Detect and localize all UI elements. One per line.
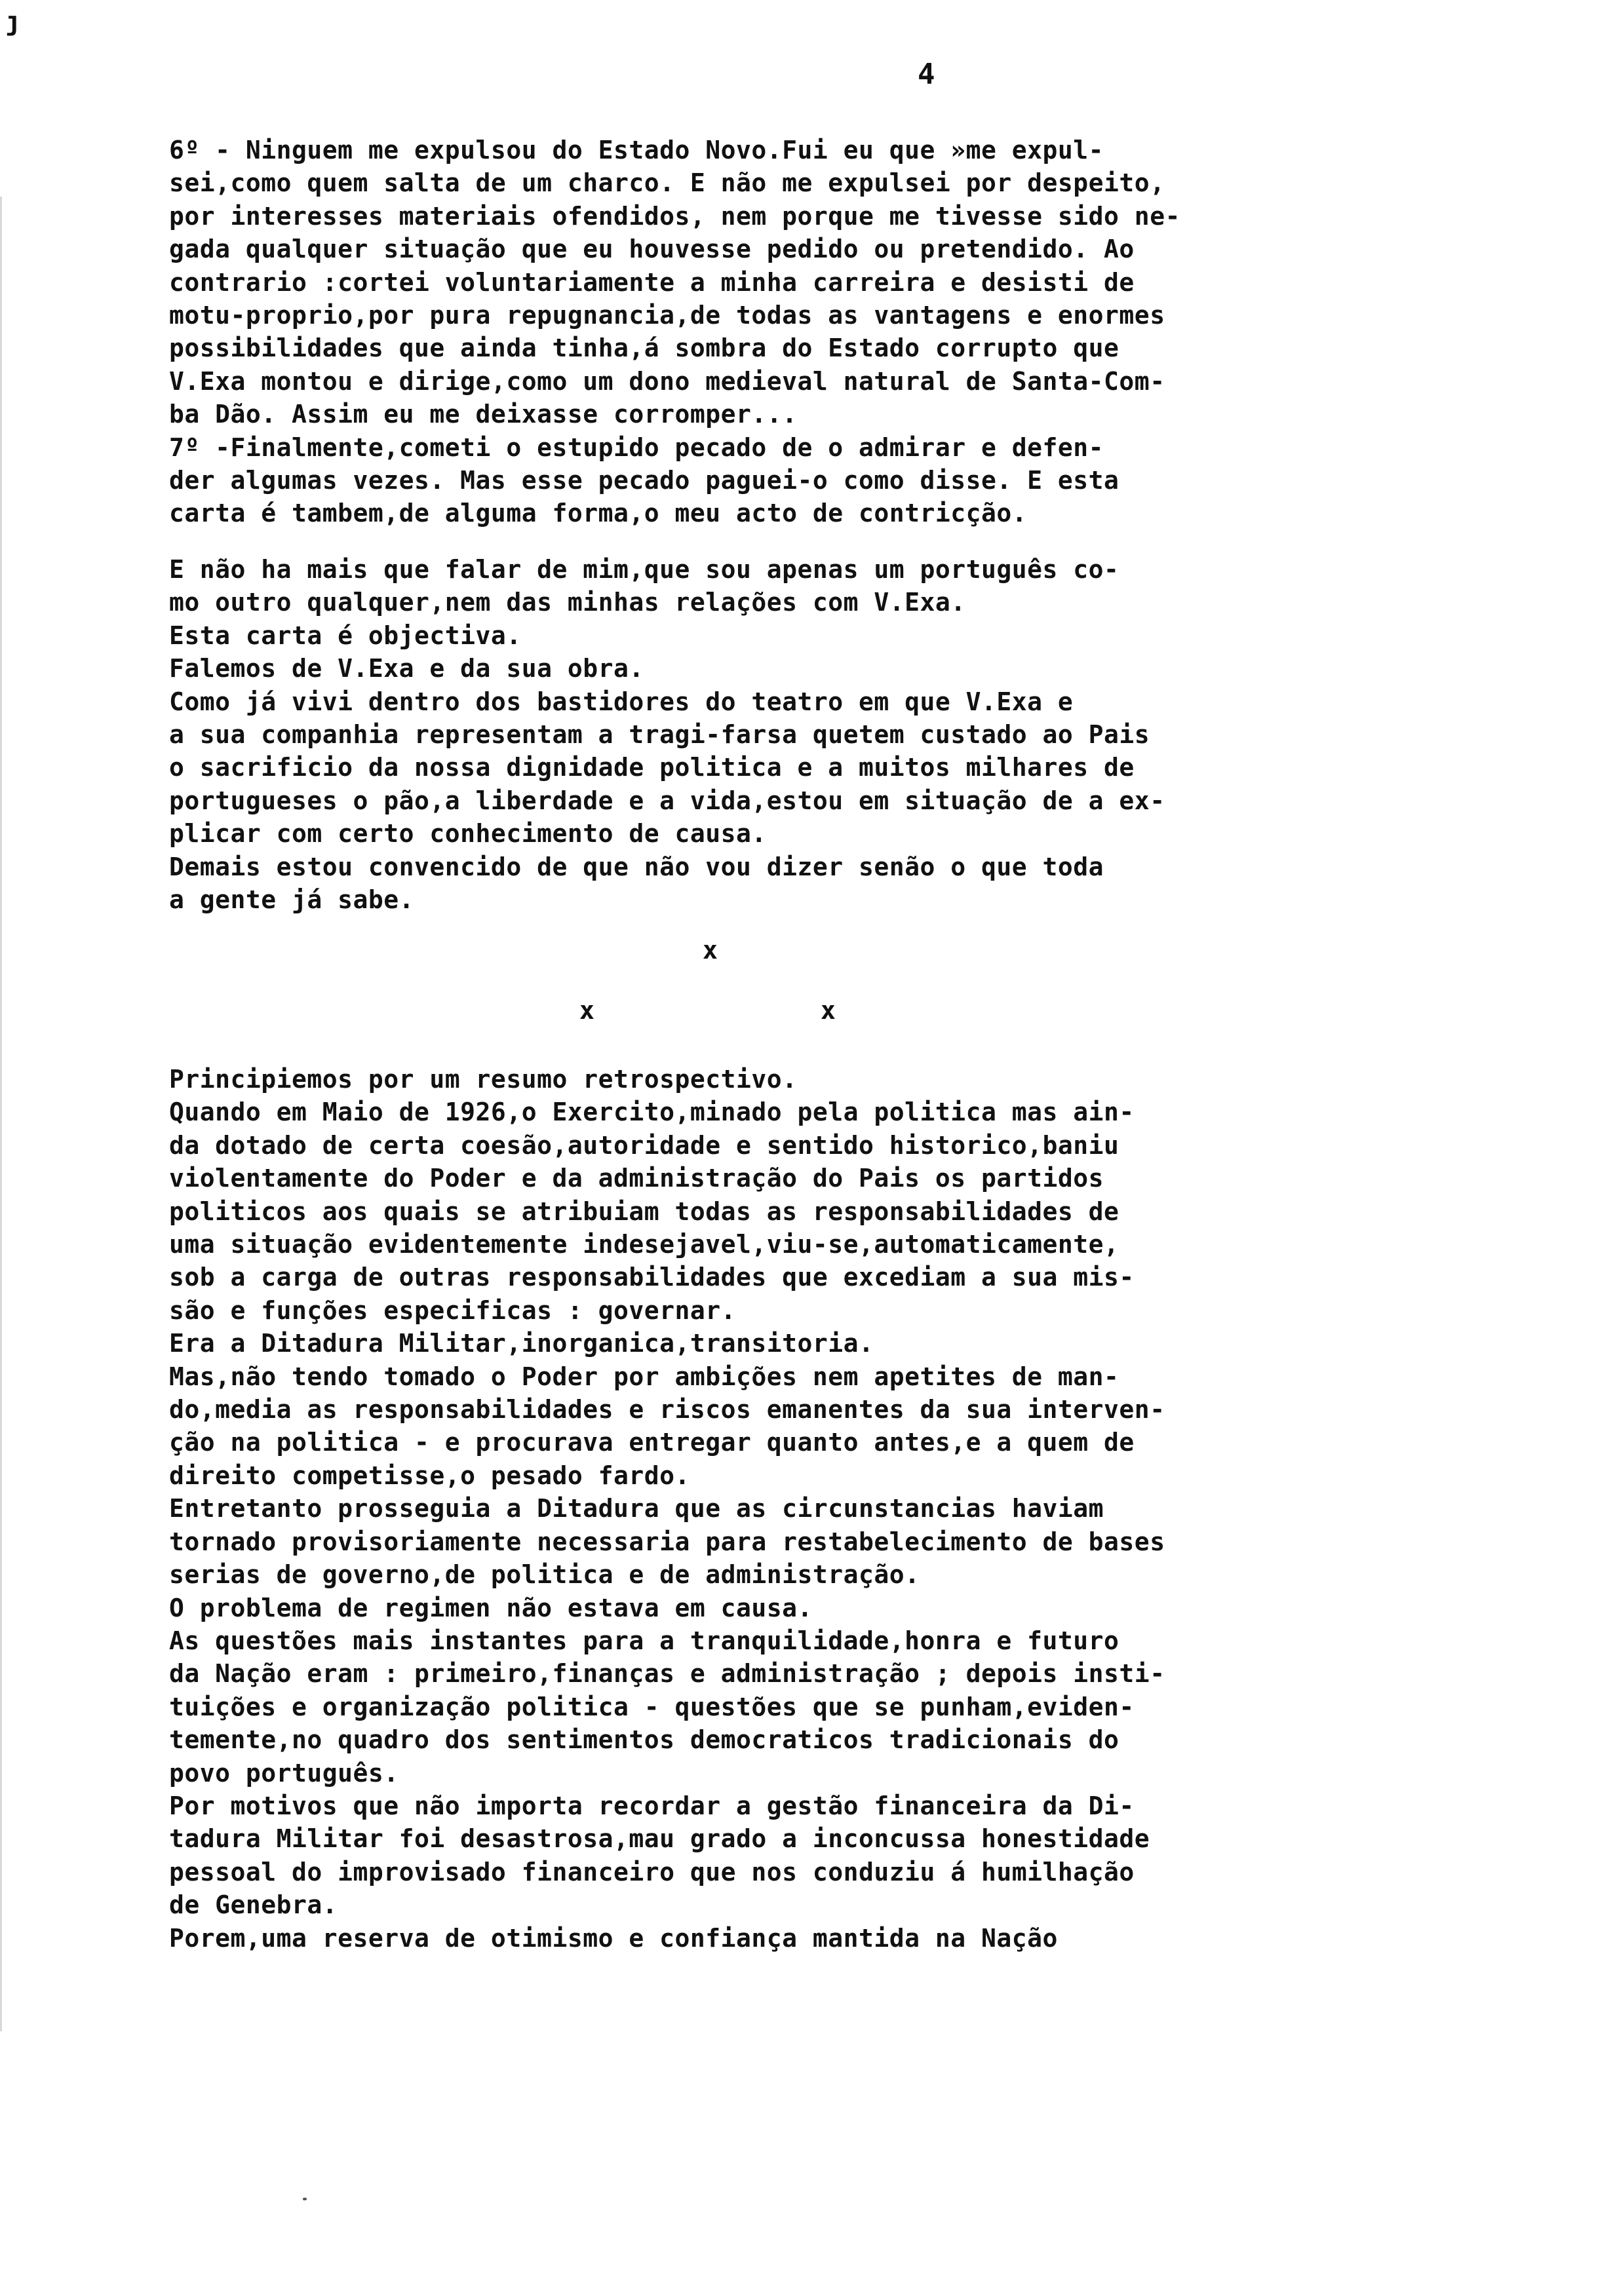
text-line: temente,no quadro dos sentimentos democraticos tradicionais do <box>169 1725 1119 1755</box>
text-line: contrario :cortei voluntariamente a minha carreira e desisti de <box>169 267 1135 297</box>
text-line: direito competisse,o pesado fardo. <box>169 1461 690 1490</box>
text-line: Mas,não tendo tomado o Poder por ambições nem apetites de man- <box>169 1362 1119 1391</box>
text-line: sob a carga de outras responsabilidades que excediam a sua mis- <box>169 1263 1135 1292</box>
text-line: da Nação eram : primeiro,finanças e administração ; depois insti- <box>169 1659 1165 1689</box>
text-line: tornado provisoriamente necessaria para restabelecimento de bases <box>169 1527 1165 1556</box>
text-line: plicar com certo conhecimento de causa. <box>169 819 767 849</box>
text-line: serias de governo,de politica e de administração. <box>169 1560 920 1590</box>
text-line: Porem,uma reserva de otimismo e confiança mantida na Nação <box>169 1923 1058 1953</box>
text-line: Era a Ditadura Militar,inorganica,transitoria. <box>169 1329 874 1358</box>
text-line: mo outro qualquer,nem das minhas relações com V.Exa. <box>169 588 966 617</box>
section-separator: x <box>703 936 718 965</box>
margin-mark: ȷ <box>5 7 22 37</box>
text-line: a sua companhia representam a tragi-farsa quetem custado ao Pais <box>169 720 1150 750</box>
text-line: Como já vivi dentro dos bastidores do teatro em que V.Exa e <box>169 687 1074 716</box>
text-line: gada qualquer situação que eu houvesse pedido ou pretendido. Ao <box>169 235 1135 264</box>
text-line: As questões mais instantes para a tranquilidade,honra e futuro <box>169 1626 1119 1655</box>
text-line: Entretanto prosseguia a Ditadura que as circunstancias haviam <box>169 1494 1104 1523</box>
text-line: Por motivos que não importa recordar a gestão financeira da Di- <box>169 1791 1135 1820</box>
text-line: o sacrificio da nossa dignidade politica e a muitos milhares de <box>169 753 1135 782</box>
paragraph-block-1 <box>169 134 1180 530</box>
text-line: possibilidades que ainda tinha,á sombra do Estado corrupto que <box>169 334 1119 363</box>
text-line: a gente já sabe. <box>169 885 415 915</box>
text-line: E não ha mais que falar de mim,que sou apenas um português co- <box>169 555 1119 584</box>
text-line: da dotado de certa coesão,autoridade e sentido historico,baniu <box>169 1130 1119 1160</box>
text-line: pessoal do improvisado financeiro que nos conduziu á humilhação <box>169 1857 1135 1886</box>
text-line: ção na politica - e procurava entregar quanto antes,e a quem de <box>169 1428 1135 1457</box>
text-line: motu-proprio,por pura repugnancia,de todas as vantagens e enormes <box>169 301 1165 330</box>
page-number: 4 <box>918 58 935 91</box>
text-line: são e funções especificas : governar. <box>169 1295 736 1325</box>
text-line: V.Exa montou e dirige,como um dono medieval natural de Santa-Com- <box>169 366 1165 396</box>
text-line: povo português. <box>169 1758 399 1788</box>
paragraph-block-3 <box>169 1063 1165 1955</box>
text-line: por interesses materiais ofendidos, nem porque me tivesse sido ne- <box>169 201 1180 231</box>
section-separator: x <box>821 996 836 1025</box>
text-line: Esta carta é objectiva. <box>169 621 522 650</box>
text-line: Principiemos por um resumo retrospectivo. <box>169 1065 798 1094</box>
text-line: tuições e organização politica - questões que se punham,eviden- <box>169 1692 1135 1721</box>
text-line: tadura Militar foi desastrosa,mau grado a inconcussa honestidade <box>169 1824 1150 1854</box>
text-line: ba Dão. Assim eu me deixasse corromper... <box>169 400 798 429</box>
paragraph-block-2 <box>169 553 1165 916</box>
text-line: 6º - Ninguem me expulsou do Estado Novo.Fui eu que »me expul- <box>169 136 1104 164</box>
text-line: O problema de regimen não estava em causa. <box>169 1593 813 1622</box>
text-line: de Genebra. <box>169 1890 338 1920</box>
text-line: do,media as responsabilidades e riscos emanentes da sua interven- <box>169 1395 1165 1425</box>
text-line: Falemos de V.Exa e da sua obra. <box>169 654 644 683</box>
text-line: portugueses o pão,a liberdade e a vida,estou em situação de a ex- <box>169 786 1165 815</box>
text-line: violentamente do Poder e da administração do Pais os partidos <box>169 1164 1104 1193</box>
text-line: 7º -Finalmente,cometi o estupido pecado de o admirar e defen- <box>169 432 1104 462</box>
section-separator: x <box>579 996 594 1025</box>
text-line: Quando em Maio de 1926,o Exercito,minado pela politica mas ain- <box>169 1098 1135 1127</box>
text-line: carta é tambem,de alguma forma,o meu acto de contricção. <box>169 499 1028 528</box>
stray-mark <box>303 2198 307 2200</box>
text-line: politicos aos quais se atribuiam todas as responsabilidades de <box>169 1196 1119 1226</box>
text-line: uma situação evidentemente indesejavel,viu-se,automaticamente, <box>169 1230 1119 1259</box>
text-line: sei,como quem salta de um charco. E não me expulsei por despeito, <box>169 168 1165 198</box>
margin-rule <box>0 197 2 2031</box>
text-line: der algumas vezes. Mas esse pecado paguei-o como disse. E esta <box>169 466 1119 495</box>
text-line: Demais estou convencido de que não vou dizer senão o que toda <box>169 852 1104 881</box>
